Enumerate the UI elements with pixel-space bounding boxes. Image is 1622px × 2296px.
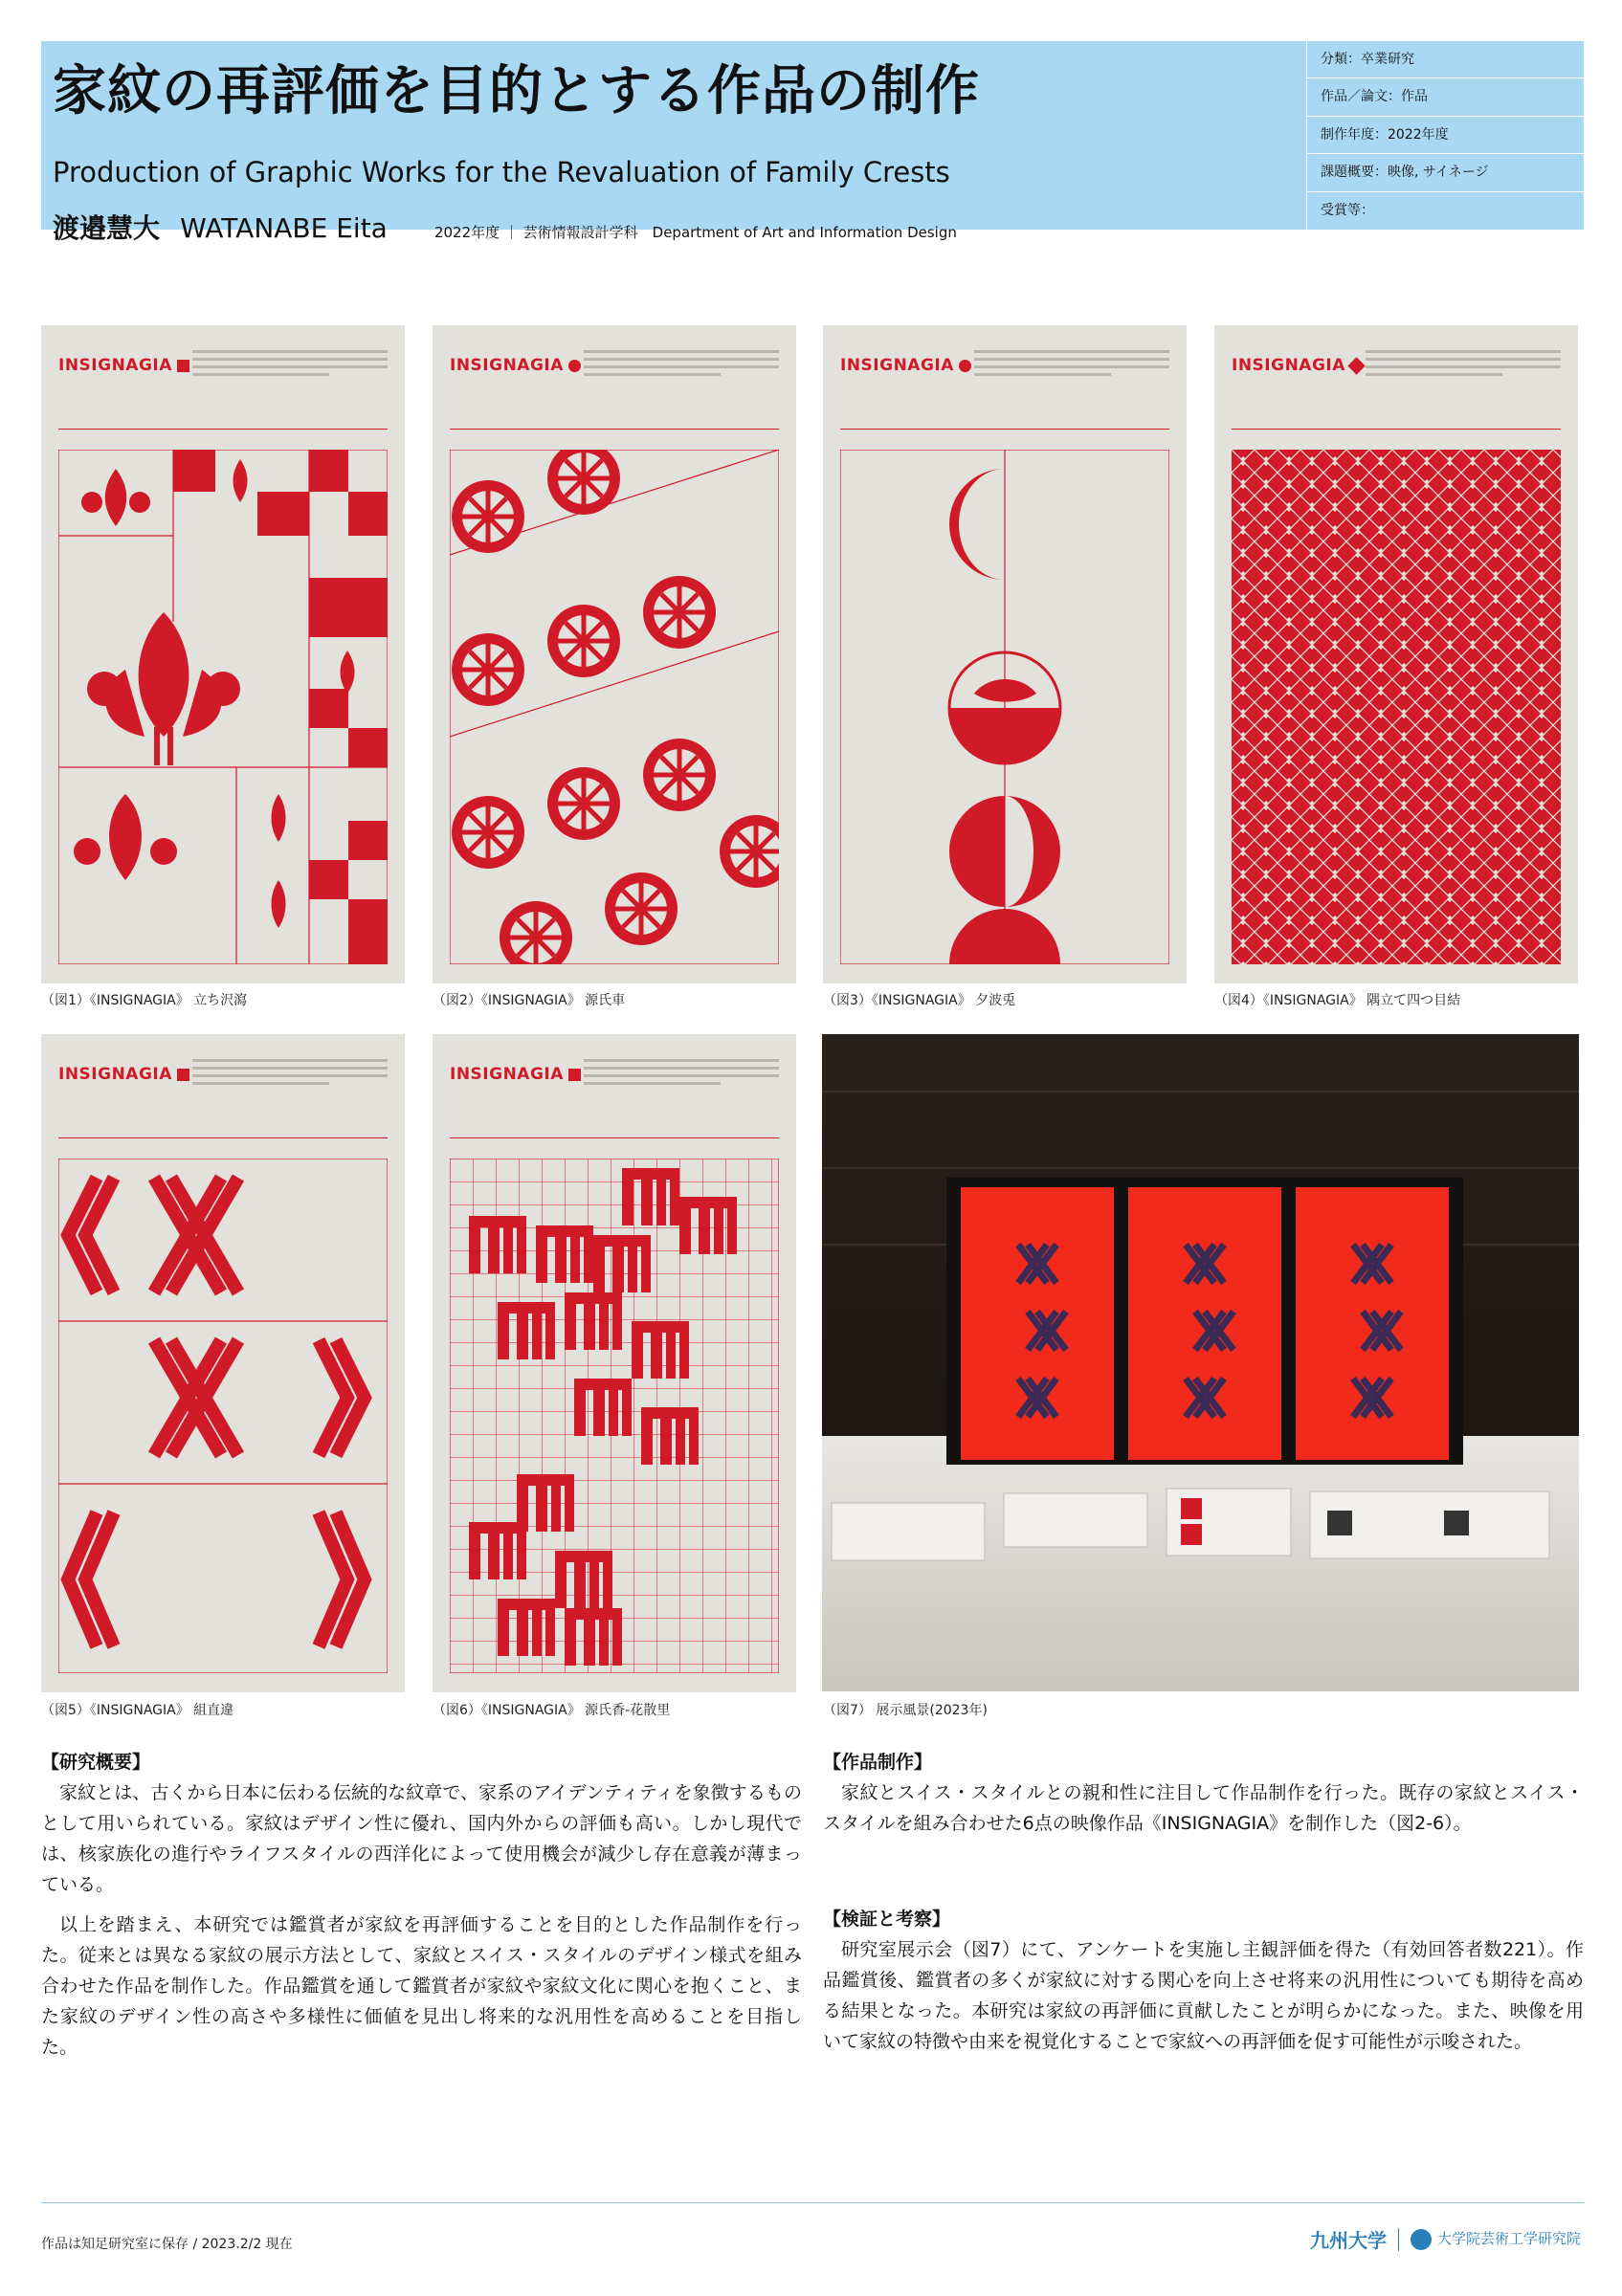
footer-divider <box>1398 2228 1399 2251</box>
poster-5 <box>41 1034 405 1692</box>
header-band <box>41 41 1584 244</box>
exhibition-scene <box>822 1034 1579 1691</box>
author-name-jp: 渡邉慧大 <box>53 212 161 244</box>
section-overview <box>41 1747 802 2063</box>
author-line <box>53 208 957 246</box>
section-heading: 【作品制作】 <box>823 1752 933 1773</box>
genjiko-crest-artwork <box>450 1159 779 1673</box>
genjiguruma-crest-artwork <box>450 450 779 964</box>
caption-fig1: （図1）《INSIGNAGIA》 立ち沢瀉 <box>41 993 248 1008</box>
section-paragraph: 家紋とスイス・スタイルとの親和性に注目して作品制作を行った。既存の家紋とスイス・スタイルを組み合わせた6点の映像作品《INSIGNAGIA》を制作した（図2-6）。 <box>823 1782 1584 1834</box>
page-title: 家紋の再評価を目的とする作品の制作 <box>53 60 980 122</box>
poster-header <box>450 1055 779 1139</box>
poster-text-block <box>1366 350 1561 417</box>
poster-3 <box>823 325 1187 983</box>
poster-text-block <box>584 350 779 417</box>
poster-header <box>58 1055 388 1139</box>
footer-note: 作品は知足研究室に保存 / 2023.2/2 現在 <box>41 2237 293 2252</box>
poster-1 <box>41 325 405 983</box>
section-production <box>823 1747 1584 1839</box>
caption-fig5: （図5）《INSIGNAGIA》 組直違 <box>41 1703 234 1718</box>
section-paragraph: 以上を踏まえ、本研究では鑑賞者が家紋を再評価することを目的とした作品制作を行った。従来とは異なる家紋の展示方法として、家紋とスイス・スタイルのデザイン様式を組み合わせた作品を制作した。作品鑑賞を通して鑑賞者が家紋や家紋文化に関心を抱くこと、また家紋のデザイン性の高さや多様性に価値を見出し将来的な汎用性を高めることを目指した。 <box>41 1914 802 2058</box>
author-dept: 2022年度 ｜ 芸術情報設計学科 Department of Art and Information Design <box>433 224 957 241</box>
poster-header <box>58 346 388 430</box>
poster-logo: INSIGNAGIA <box>1232 356 1363 375</box>
page-subtitle: Production of Graphic Works for the Revaluation of Family Crests <box>53 156 950 188</box>
poster-header <box>450 346 779 430</box>
caption-fig6: （図6）《INSIGNAGIA》 源氏香-花散里 <box>433 1703 671 1718</box>
poster-6 <box>433 1034 796 1692</box>
poster-text-block <box>974 350 1169 417</box>
poster-4 <box>1214 325 1578 983</box>
poster-logo: INSIGNAGIA <box>450 356 581 375</box>
poster-2 <box>433 325 796 983</box>
school-logo: 大学院芸術工学研究院 <box>1411 2228 1581 2250</box>
section-heading: 【研究概要】 <box>41 1752 151 1773</box>
poster-logo: INSIGNAGIA <box>58 1065 189 1084</box>
caption-fig2: （図2）《INSIGNAGIA》 源氏車 <box>433 993 626 1008</box>
school-emblem-icon <box>1411 2229 1432 2250</box>
meta-year: 制作年度：2022年度 <box>1307 117 1584 154</box>
section-heading: 【検証と考察】 <box>823 1909 951 1930</box>
meta-summary: 課題概要：映像, サイネージ <box>1307 154 1584 191</box>
poster-header <box>840 346 1169 430</box>
caption-fig4: （図4）《INSIGNAGIA》 隅立て四つ目結 <box>1214 993 1461 1008</box>
omodaka-crest-artwork <box>58 450 388 964</box>
poster-text-block <box>192 350 388 417</box>
meta-awards: 受賞等： <box>1321 202 1374 218</box>
poster-logo: INSIGNAGIA <box>450 1065 581 1084</box>
poster-logo: INSIGNAGIA <box>58 356 189 375</box>
meta-category: 分類：卒業研究 <box>1307 41 1584 78</box>
section-paragraph: 研究室展示会（図7）にて、アンケートを実施し主観評価を得た（有効回答者数221）。作品鑑賞後、鑑賞者の多くが家紋に対する関心を向上させ将来の汎用性についても期待を高める結果となった。本研究は家紋の再評価に貢献したことが明らかになった。また、映像を用いて家紋の特徴や由来を視覚化することで家紋への再評価を促す可能性が示唆された。 <box>823 1939 1584 2052</box>
section-verification <box>823 1904 1584 2057</box>
meta-table <box>1306 41 1584 230</box>
author-name-en: WATANABE Eita <box>180 212 388 244</box>
poster-text-block <box>192 1059 388 1126</box>
kumisujikai-crest-artwork <box>58 1159 388 1673</box>
yunami-usagi-crest-artwork <box>840 450 1169 964</box>
section-paragraph: 家紋とは、古くから日本に伝わる伝統的な紋章で、家系のアイデンティティを象徴するものとして用いられている。家紋はデザイン性に優れ、国内外からの評価も高い。しかし現代では、核家族化の進行やライフスタイルの西洋化によって使用機会が減少し存在意義が薄まっている。 <box>41 1782 802 1895</box>
caption-fig7: （図7） 展示風景(2023年) <box>823 1703 988 1718</box>
meta-type: 作品／論文：作品 <box>1307 78 1584 116</box>
exhibition-photo <box>822 1034 1579 1691</box>
university-logo: 九州大学 <box>1309 2229 1387 2252</box>
poster-logo: INSIGNAGIA <box>840 356 971 375</box>
poster-header <box>1232 346 1561 430</box>
yotsumeyui-crest-artwork <box>1232 450 1561 964</box>
footer-rule <box>41 2202 1584 2203</box>
footer-logos <box>1310 2225 1581 2253</box>
poster-text-block <box>584 1059 779 1126</box>
caption-fig3: （図3）《INSIGNAGIA》 夕波兎 <box>823 993 1016 1008</box>
